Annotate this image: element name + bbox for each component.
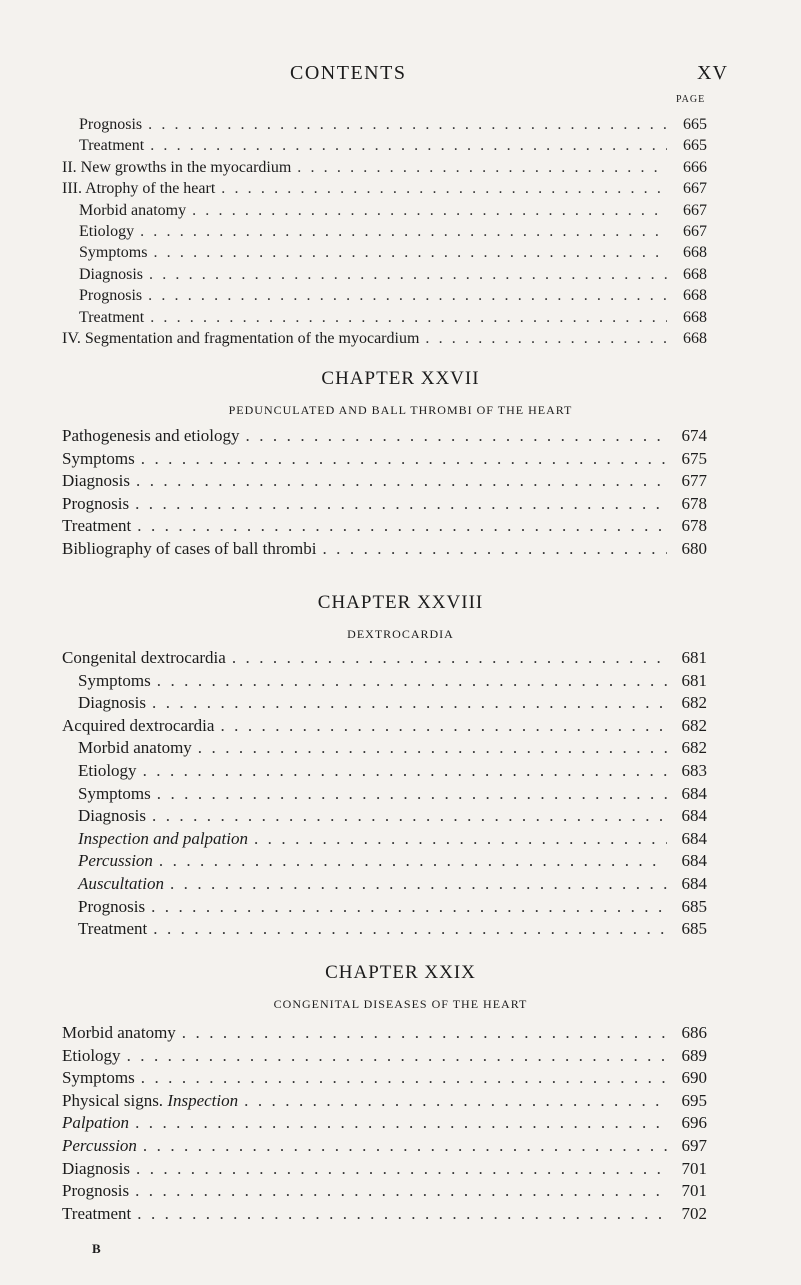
toc-page-number: 678 [681,516,707,536]
leader-dots [141,449,667,469]
toc-entry-label: Prognosis [62,493,130,513]
toc-entry-label: Morbid anatomy [62,1023,176,1042]
toc-entry-label: Treatment [78,919,148,939]
toc-entry-label: Bibliography of cases of ball thrombi [62,538,317,558]
chapter-subheading: DEXTROCARDIA [347,627,454,641]
toc-row[interactable] [62,1159,707,1182]
leader-dots [221,180,667,198]
leader-dots [244,1091,667,1111]
toc-entry-label: Etiology [78,760,137,780]
toc-page-number: 665 [683,137,707,155]
leader-dots [297,159,667,177]
toc-entry-label: II. New growths in the myocardium [62,158,292,176]
leader-dots [137,1204,667,1224]
toc-entry-label: III. Atrophy of the heart [62,180,216,198]
toc-page-number: 685 [681,896,707,916]
toc-entry-label: Treatment [79,137,145,155]
toc-entry-label: Diagnosis [79,265,143,283]
toc-row[interactable] [62,426,707,449]
toc-page-number: 682 [681,738,707,758]
toc-row[interactable] [62,829,707,852]
chapter-heading: CHAPTER XXVII [321,368,480,389]
toc-row[interactable] [62,539,707,562]
toc-entry-label: Diagnosis [78,693,146,713]
inspection-label: Inspection [167,1090,239,1110]
toc-row[interactable] [62,693,707,716]
toc-page-number: 681 [681,670,707,690]
toc-entry-label: Prognosis [78,896,146,916]
leader-dots [198,738,667,758]
toc-row[interactable] [62,919,707,942]
toc-entry-label: Diagnosis [62,471,130,491]
toc-entry-label: Acquired dextrocardia [62,715,215,735]
leader-dots [151,897,667,917]
toc-page-number: 689 [681,1045,707,1065]
leader-dots [136,471,667,491]
toc-row[interactable] [62,116,707,137]
toc-page-number: 701 [681,1181,707,1201]
toc-page-number: 684 [681,806,707,826]
toc-entry-label: Auscultation [78,873,164,893]
page-column-label: PAGE [676,94,706,105]
toc-page-number: 680 [681,538,707,558]
toc-entry-label: Congenital dextrocardia [62,648,226,667]
toc-row[interactable] [62,1023,707,1046]
toc-page-number: 684 [681,851,707,871]
toc-section-top [62,116,707,351]
toc-page-number: 686 [681,1023,707,1042]
leader-dots [322,539,667,559]
toc-row[interactable] [62,244,707,265]
leader-dots [192,202,667,220]
toc-page-number: 665 [683,116,707,133]
toc-page-number: 668 [683,244,707,262]
toc-entry-label: Symptoms [79,244,148,262]
leader-dots [148,287,667,305]
toc-row[interactable] [62,1068,707,1091]
toc-row[interactable] [62,738,707,761]
toc-row[interactable] [62,806,707,829]
toc-entry-label: Symptoms [62,448,135,468]
toc-page-number: 690 [681,1068,707,1088]
leader-dots [159,851,667,871]
toc-entry-label: Treatment [79,308,145,326]
toc-page-number: 682 [681,715,707,735]
leader-dots [232,648,667,668]
toc-row[interactable] [62,330,707,351]
toc-entry-label: Prognosis [79,287,143,305]
leader-dots [152,806,667,826]
toc-entry-label: Etiology [79,222,135,240]
running-head [0,62,801,90]
leader-dots [136,1159,667,1179]
toc-page-number: 668 [683,329,707,347]
toc-page-number: 683 [681,760,707,780]
toc-entry-label: Percussion [62,1135,137,1155]
toc-page-number: 666 [683,158,707,176]
toc-page-number: 668 [683,265,707,283]
toc-row[interactable] [62,266,707,287]
toc-entry-label: Symptoms [78,670,151,690]
toc-page-number: 668 [683,287,707,305]
toc-entry-label: Palpation [62,1113,130,1133]
toc-page-number: 685 [681,919,707,939]
toc-page-number: 678 [681,493,707,513]
toc-entry-label: Treatment [62,1203,132,1223]
toc-row[interactable] [62,1181,707,1204]
toc-row[interactable] [62,516,707,539]
toc-row[interactable] [62,287,707,308]
toc-section-chapter-28 [62,648,707,942]
toc-page-number: 702 [681,1203,707,1223]
leader-dots [254,829,667,849]
chapter-subheading: CONGENITAL DISEASES OF THE HEART [273,997,528,1011]
toc-row[interactable] [62,761,707,784]
leader-dots [135,494,667,514]
toc-row[interactable] [62,1113,707,1136]
toc-entry-label: Treatment [62,516,132,536]
toc-row[interactable] [62,671,707,694]
toc-entry-label: Diagnosis [62,1158,130,1178]
toc-row[interactable] [62,180,707,201]
signature-mark: B [92,1241,101,1256]
toc-page-number: 696 [681,1113,707,1133]
toc-page-number: 677 [681,471,707,491]
leader-dots [150,309,667,327]
toc-entry-label: Etiology [62,1045,121,1065]
leader-dots [182,1023,667,1043]
toc-row[interactable] [62,1046,707,1069]
toc-page-number: 675 [681,448,707,468]
toc-page-number: 674 [681,426,707,445]
leader-dots [148,116,667,134]
running-page-number: XV [697,62,728,84]
chapter-heading: CHAPTER XXVIII [317,592,484,613]
leader-dots [425,330,667,348]
toc-page-number: 667 [683,222,707,240]
toc-row[interactable] [62,1136,707,1159]
toc-entry-label: Symptoms [78,783,151,803]
toc-row[interactable] [62,159,707,180]
toc-page-number: 684 [681,873,707,893]
toc-row[interactable] [62,471,707,494]
toc-entry-label [62,1091,238,1111]
toc-row[interactable] [62,1204,707,1227]
leader-dots [140,223,667,241]
leader-dots [135,1113,667,1133]
toc-row[interactable] [62,716,707,739]
toc-entry-label: Morbid anatomy [78,738,192,758]
toc-entry-label: Prognosis [62,1181,130,1201]
toc-page-number: 684 [681,783,707,803]
toc-row[interactable] [62,223,707,244]
toc-section-chapter-27 [62,426,707,562]
toc-entry-label: Pathogenesis and etiology [62,426,240,445]
toc-section-chapter-29 [62,1023,707,1226]
leader-dots [137,516,667,536]
leader-dots [141,1068,667,1088]
toc-entry-label: Diagnosis [78,806,146,826]
leader-dots [170,874,667,894]
leader-dots [143,1136,667,1156]
leader-dots [143,761,667,781]
toc-entry-label: Inspection and palpation [78,828,248,848]
leader-dots [149,266,667,284]
toc-row[interactable] [62,449,707,472]
toc-row[interactable] [62,309,707,330]
toc-row[interactable] [62,494,707,517]
toc-page-number: 682 [681,693,707,713]
toc-row[interactable] [62,874,707,897]
toc-row[interactable] [62,784,707,807]
leader-dots [127,1046,667,1066]
toc-page-number: 695 [681,1090,707,1110]
toc-entry-label: Morbid anatomy [79,201,187,219]
toc-page-number: 681 [681,648,707,667]
leader-dots [157,671,667,691]
toc-row[interactable] [62,648,707,671]
running-title: CONTENTS [290,62,407,84]
toc-row[interactable] [62,851,707,874]
toc-entry-label: Symptoms [62,1068,135,1088]
toc-entry-label: Percussion [78,851,153,871]
toc-row[interactable] [62,1091,707,1114]
toc-page-number: 684 [681,828,707,848]
toc-row[interactable] [62,897,707,920]
toc-row[interactable] [62,137,707,158]
toc-page-number: 668 [683,308,707,326]
physical-signs-label: Physical signs. [62,1090,164,1110]
leader-dots [157,784,667,804]
chapter-subheading: PEDUNCULATED AND BALL THROMBI OF THE HEART [228,403,573,417]
toc-page-number: 667 [683,201,707,219]
leader-dots [135,1181,667,1201]
toc-page-number: 701 [681,1158,707,1178]
toc-entry-label: Prognosis [79,116,143,133]
toc-page-number: 697 [681,1135,707,1155]
leader-dots [150,137,667,155]
leader-dots [152,693,667,713]
chapter-heading: CHAPTER XXIX [325,962,476,983]
toc-entry-label: IV. Segmentation and fragmentation of the myocardium [62,329,420,347]
toc-row[interactable] [62,202,707,223]
leader-dots [153,244,667,262]
leader-dots [220,716,667,736]
leader-dots [153,919,667,939]
toc-page-number: 667 [683,180,707,198]
leader-dots [246,426,667,446]
